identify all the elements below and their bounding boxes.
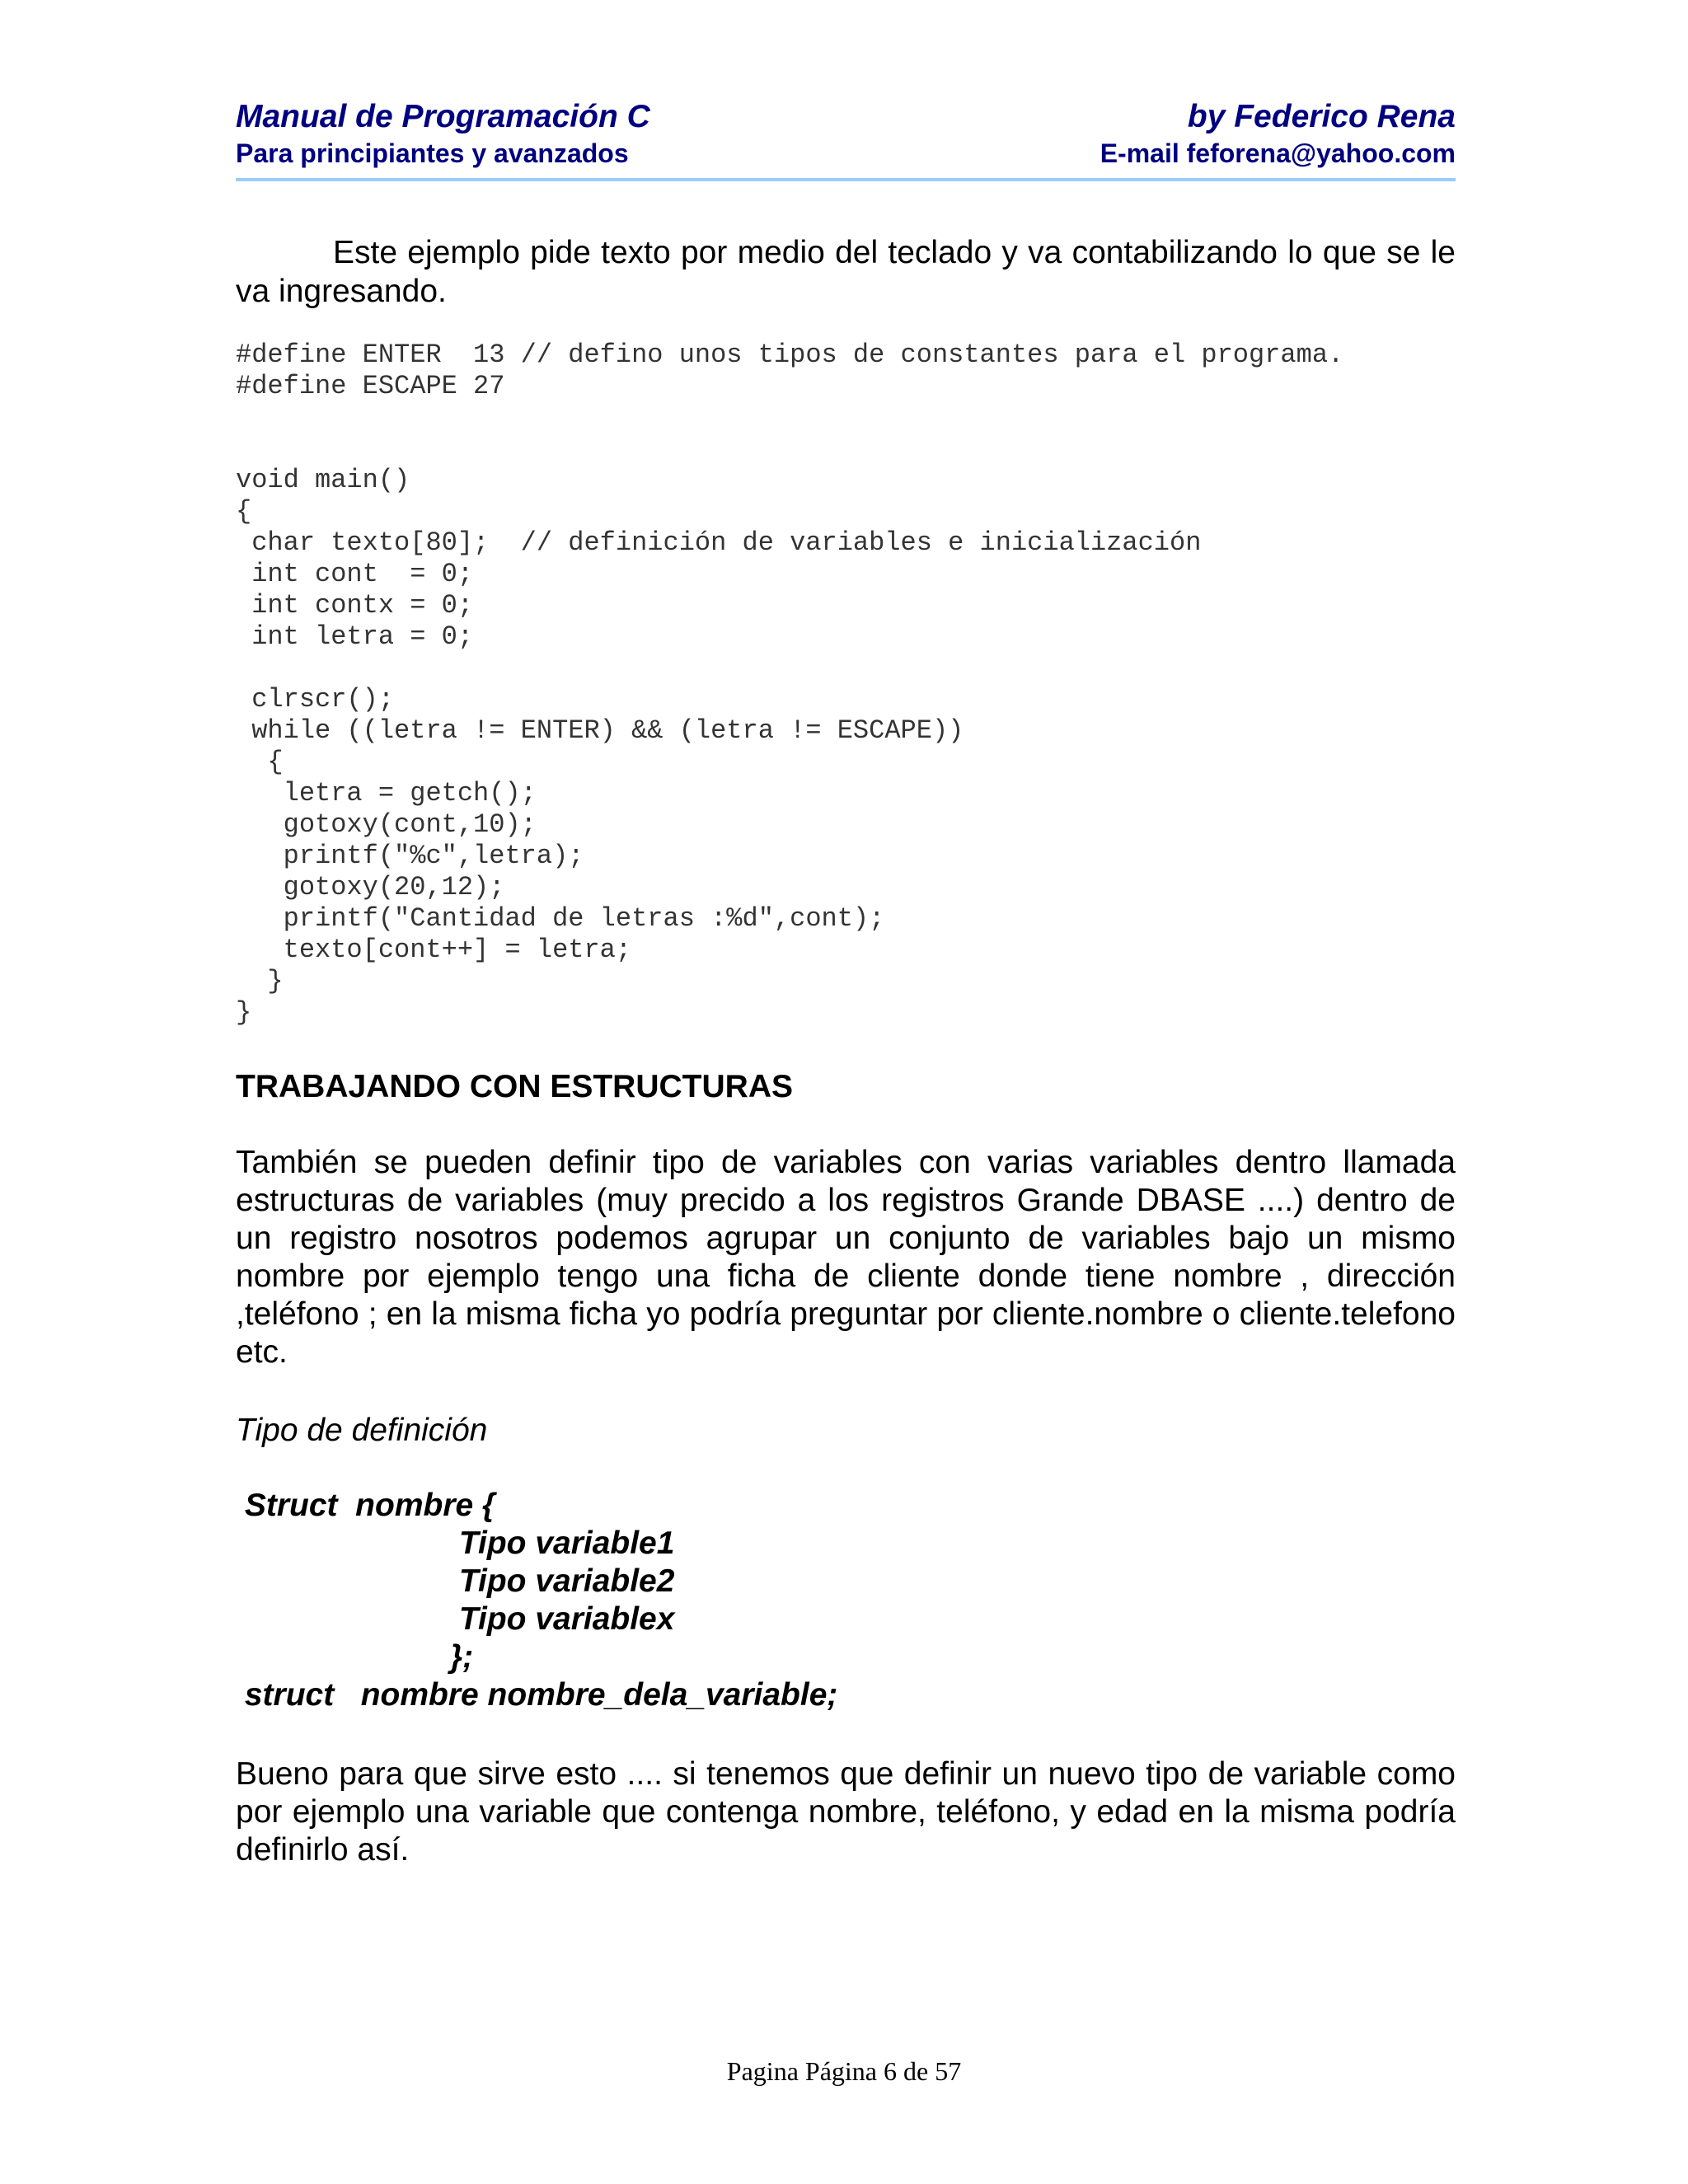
code-line [236,402,1472,434]
code-line: #define ENTER 13 // defino unos tipos de constantes para el programa. [236,340,1344,370]
code-line: int cont = 0; [236,559,474,589]
code-line [236,434,1472,465]
section-heading: TRABAJANDO CON ESTRUCTURAS [236,1069,794,1104]
structures-paragraph: También se pueden definir tipo de variables con varias variables dentro llamada estructuras de variables (muy precido a los registros Grande DBASE ....) dentro de un registro nosotros podemos agrupar un conjunto de variables bajo un mismo nombre por ejemplo tengo una ficha de cliente donde tiene nombre , dirección ,teléfono ; en la misma ficha yo podría preguntar por cliente.nombre o cliente.telefono etc. [236,1145,1456,1370]
struct-line: Struct nombre { [236,1488,495,1523]
header-divider [236,178,1456,181]
code-line: #define ESCAPE 27 [236,371,505,401]
code-line: int contx = 0; [236,590,474,621]
code-line: gotoxy(20,12); [236,872,505,902]
struct-line: Tipo variable2 [236,1563,675,1599]
struct-line: Tipo variablex [236,1601,675,1637]
author-email: E-mail feforena@yahoo.com [1100,138,1456,168]
intro-paragraph: Este ejemplo pide texto por medio del teclado y va contabilizando lo que se le va ingresando. [236,235,1456,309]
code-line: printf("Cantidad de letras :%d",cont); [236,903,885,934]
header-subtitle-row [236,137,1456,170]
struct-line: }; [236,1639,474,1675]
code-listing [236,340,1472,1029]
code-line: { [236,747,284,777]
code-line: clrscr(); [236,684,395,715]
struct-line: struct nombre nombre_dela_variable; [236,1677,838,1713]
document-subtitle: Para principiantes y avanzados [236,138,629,168]
code-line [236,653,1472,684]
code-line: { [236,496,252,527]
code-line: texto[cont++] = letra; [236,935,632,965]
page-footer: Pagina Página 6 de 57 [726,2056,962,2086]
code-line: letra = getch(); [236,778,537,808]
code-line: gotoxy(cont,10); [236,809,537,840]
page-header [236,97,1456,183]
code-line: while ((letra != ENTER) && (letra != ESCAPE)) [236,715,964,746]
code-line: } [236,997,252,1028]
definition-label: Tipo de definición [236,1413,488,1448]
struct-syntax-block [236,1487,1456,1714]
code-line: int letra = 0; [236,621,474,652]
struct-line: Tipo variable1 [236,1526,675,1561]
code-line: } [236,966,284,996]
document-author: by Federico Rena [1187,99,1456,134]
usage-paragraph: Bueno para que sirve esto .... si tenemos que definir un nuevo tipo de variable como por ejemplo una variable que contenga nombre, teléfono, y edad en la misma podría definirlo así. [236,1756,1456,1868]
document-title: Manual de Programación C [236,99,650,134]
code-line: void main() [236,465,410,495]
header-title-row [236,97,1456,137]
code-line: char texto[80]; // definición de variables e inicialización [236,527,1202,558]
code-line: printf("%c",letra); [236,841,584,871]
